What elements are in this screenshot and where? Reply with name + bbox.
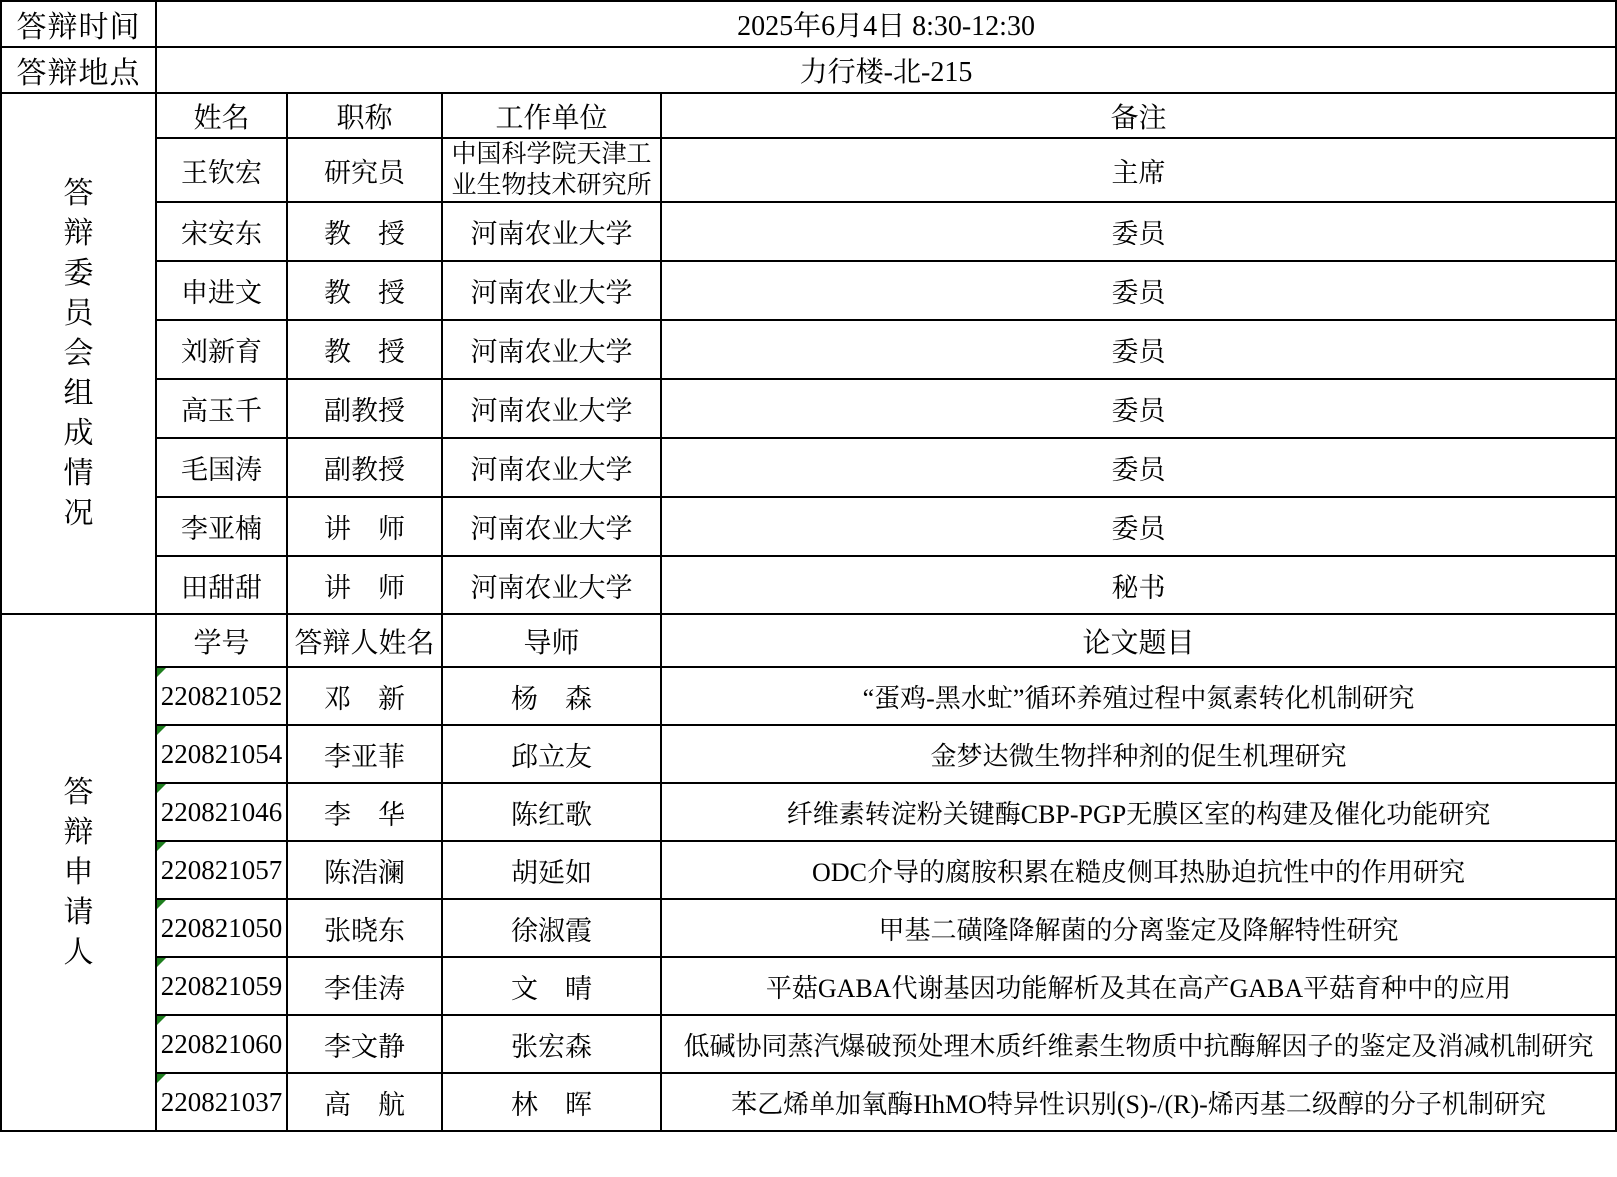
student-id-text: 220821037 xyxy=(160,1086,283,1117)
student-id-cell xyxy=(156,1015,287,1073)
defense-time-row xyxy=(1,1,1616,47)
student-id-cell xyxy=(156,1073,287,1131)
defense-place-label: 答辩地点 xyxy=(1,47,156,93)
member-title-cell: 副教授 xyxy=(287,379,442,438)
member-unit-cell: 河南农业大学 xyxy=(442,497,661,556)
committee-row xyxy=(1,261,1616,320)
member-note-cell: 委员 xyxy=(661,438,1616,497)
applicant-row xyxy=(1,957,1616,1015)
advisor-cell: 徐淑霞 xyxy=(442,899,661,957)
applicant-section-label-text: 答辩申请人 xyxy=(63,775,94,969)
advisor-cell: 邱立友 xyxy=(442,725,661,783)
committee-header-note: 备注 xyxy=(661,93,1616,138)
applicant-row xyxy=(1,783,1616,841)
applicant-header-row xyxy=(1,614,1616,667)
member-name-cell: 宋安东 xyxy=(156,202,287,261)
applicant-section-label xyxy=(1,614,156,1131)
committee-row xyxy=(1,438,1616,497)
student-id-text: 220821060 xyxy=(160,1028,283,1059)
committee-row xyxy=(1,379,1616,438)
student-id-cell xyxy=(156,841,287,899)
member-unit-cell: 河南农业大学 xyxy=(442,202,661,261)
committee-row xyxy=(1,202,1616,261)
member-unit-cell: 河南农业大学 xyxy=(442,438,661,497)
number-stored-as-text-flag-icon xyxy=(157,1016,166,1025)
member-note-cell: 委员 xyxy=(661,379,1616,438)
member-note-cell: 主席 xyxy=(661,138,1616,202)
committee-row xyxy=(1,497,1616,556)
advisor-cell: 张宏森 xyxy=(442,1015,661,1073)
committee-row xyxy=(1,320,1616,379)
thesis-title-cell: 低碱协同蒸汽爆破预处理木质纤维素生物质中抗酶解因子的鉴定及消减机制研究 xyxy=(661,1015,1616,1073)
student-id-text: 220821046 xyxy=(160,796,283,827)
member-name-cell: 毛国涛 xyxy=(156,438,287,497)
student-id-text: 220821059 xyxy=(160,970,283,1001)
student-id-cell xyxy=(156,783,287,841)
student-name-cell: 陈浩澜 xyxy=(287,841,442,899)
member-title-cell: 教 授 xyxy=(287,320,442,379)
student-id-text: 220821057 xyxy=(160,854,283,885)
member-note-cell: 委员 xyxy=(661,320,1616,379)
number-stored-as-text-flag-icon xyxy=(157,958,166,967)
number-stored-as-text-flag-icon xyxy=(157,900,166,909)
advisor-cell: 胡延如 xyxy=(442,841,661,899)
member-title-cell: 讲 师 xyxy=(287,556,442,614)
committee-row xyxy=(1,138,1616,202)
defense-place-row xyxy=(1,47,1616,93)
applicant-row xyxy=(1,841,1616,899)
student-id-cell xyxy=(156,957,287,1015)
member-title-cell: 教 授 xyxy=(287,261,442,320)
member-unit-cell: 中国科学院天津工业生物技术研究所 xyxy=(442,138,661,202)
thesis-title-cell: 甲基二磺隆降解菌的分离鉴定及降解特性研究 xyxy=(661,899,1616,957)
member-note-cell: 委员 xyxy=(661,497,1616,556)
advisor-cell: 文 晴 xyxy=(442,957,661,1015)
student-id-cell xyxy=(156,667,287,725)
advisor-cell: 杨 森 xyxy=(442,667,661,725)
member-name-cell: 刘新育 xyxy=(156,320,287,379)
committee-header-unit: 工作单位 xyxy=(442,93,661,138)
member-title-cell: 研究员 xyxy=(287,138,442,202)
committee-section-label xyxy=(1,93,156,614)
member-name-cell: 田甜甜 xyxy=(156,556,287,614)
thesis-title-cell: 金梦达微生物拌种剂的促生机理研究 xyxy=(661,725,1616,783)
student-name-cell: 邓 新 xyxy=(287,667,442,725)
advisor-cell: 林 晖 xyxy=(442,1073,661,1131)
member-note-cell: 委员 xyxy=(661,202,1616,261)
defense-time-label: 答辩时间 xyxy=(1,1,156,47)
number-stored-as-text-flag-icon xyxy=(157,784,166,793)
member-unit-cell: 河南农业大学 xyxy=(442,261,661,320)
committee-header-title: 职称 xyxy=(287,93,442,138)
student-id-text: 220821054 xyxy=(160,738,283,769)
member-title-cell: 讲 师 xyxy=(287,497,442,556)
member-unit-cell: 河南农业大学 xyxy=(442,556,661,614)
student-id-text: 220821050 xyxy=(160,912,283,943)
committee-header-row xyxy=(1,93,1616,138)
thesis-title-cell: 纤维素转淀粉关键酶CBP-PGP无膜区室的构建及催化功能研究 xyxy=(661,783,1616,841)
number-stored-as-text-flag-icon xyxy=(157,668,166,677)
committee-row xyxy=(1,556,1616,614)
number-stored-as-text-flag-icon xyxy=(157,1074,166,1083)
thesis-title-cell: 平菇GABA代谢基因功能解析及其在高产GABA平菇育种中的应用 xyxy=(661,957,1616,1015)
number-stored-as-text-flag-icon xyxy=(157,726,166,735)
applicant-header-name: 答辩人姓名 xyxy=(287,614,442,667)
member-name-cell: 李亚楠 xyxy=(156,497,287,556)
student-name-cell: 高 航 xyxy=(287,1073,442,1131)
applicant-row xyxy=(1,1015,1616,1073)
advisor-cell: 陈红歌 xyxy=(442,783,661,841)
defense-place-value: 力行楼-北-215 xyxy=(156,47,1616,93)
thesis-title-cell: 苯乙烯单加氧酶HhMO特异性识别(S)-/(R)-烯丙基二级醇的分子机制研究 xyxy=(661,1073,1616,1131)
applicant-row xyxy=(1,667,1616,725)
committee-section-label-text: 答辩委员会组成情况 xyxy=(63,176,94,530)
member-name-cell: 王钦宏 xyxy=(156,138,287,202)
committee-header-name: 姓名 xyxy=(156,93,287,138)
student-id-text: 220821052 xyxy=(160,680,283,711)
member-title-cell: 副教授 xyxy=(287,438,442,497)
applicant-header-id: 学号 xyxy=(156,614,287,667)
member-title-cell: 教 授 xyxy=(287,202,442,261)
applicant-header-thesis: 论文题目 xyxy=(661,614,1616,667)
member-name-cell: 申进文 xyxy=(156,261,287,320)
member-note-cell: 委员 xyxy=(661,261,1616,320)
thesis-title-cell: “蛋鸡-黑水虻”循环养殖过程中氮素转化机制研究 xyxy=(661,667,1616,725)
student-name-cell: 李 华 xyxy=(287,783,442,841)
defense-time-value: 2025年6月4日 8:30-12:30 xyxy=(156,1,1616,47)
student-name-cell: 李文静 xyxy=(287,1015,442,1073)
member-unit-cell: 河南农业大学 xyxy=(442,379,661,438)
number-stored-as-text-flag-icon xyxy=(157,842,166,851)
applicant-header-advisor: 导师 xyxy=(442,614,661,667)
applicant-row xyxy=(1,1073,1616,1131)
member-note-cell: 秘书 xyxy=(661,556,1616,614)
thesis-title-cell: ODC介导的腐胺积累在糙皮侧耳热胁迫抗性中的作用研究 xyxy=(661,841,1616,899)
student-name-cell: 张晓东 xyxy=(287,899,442,957)
student-name-cell: 李佳涛 xyxy=(287,957,442,1015)
student-id-cell xyxy=(156,725,287,783)
applicant-row xyxy=(1,725,1616,783)
member-name-cell: 高玉千 xyxy=(156,379,287,438)
student-id-cell xyxy=(156,899,287,957)
applicant-row xyxy=(1,899,1616,957)
student-name-cell: 李亚菲 xyxy=(287,725,442,783)
member-unit-cell: 河南农业大学 xyxy=(442,320,661,379)
